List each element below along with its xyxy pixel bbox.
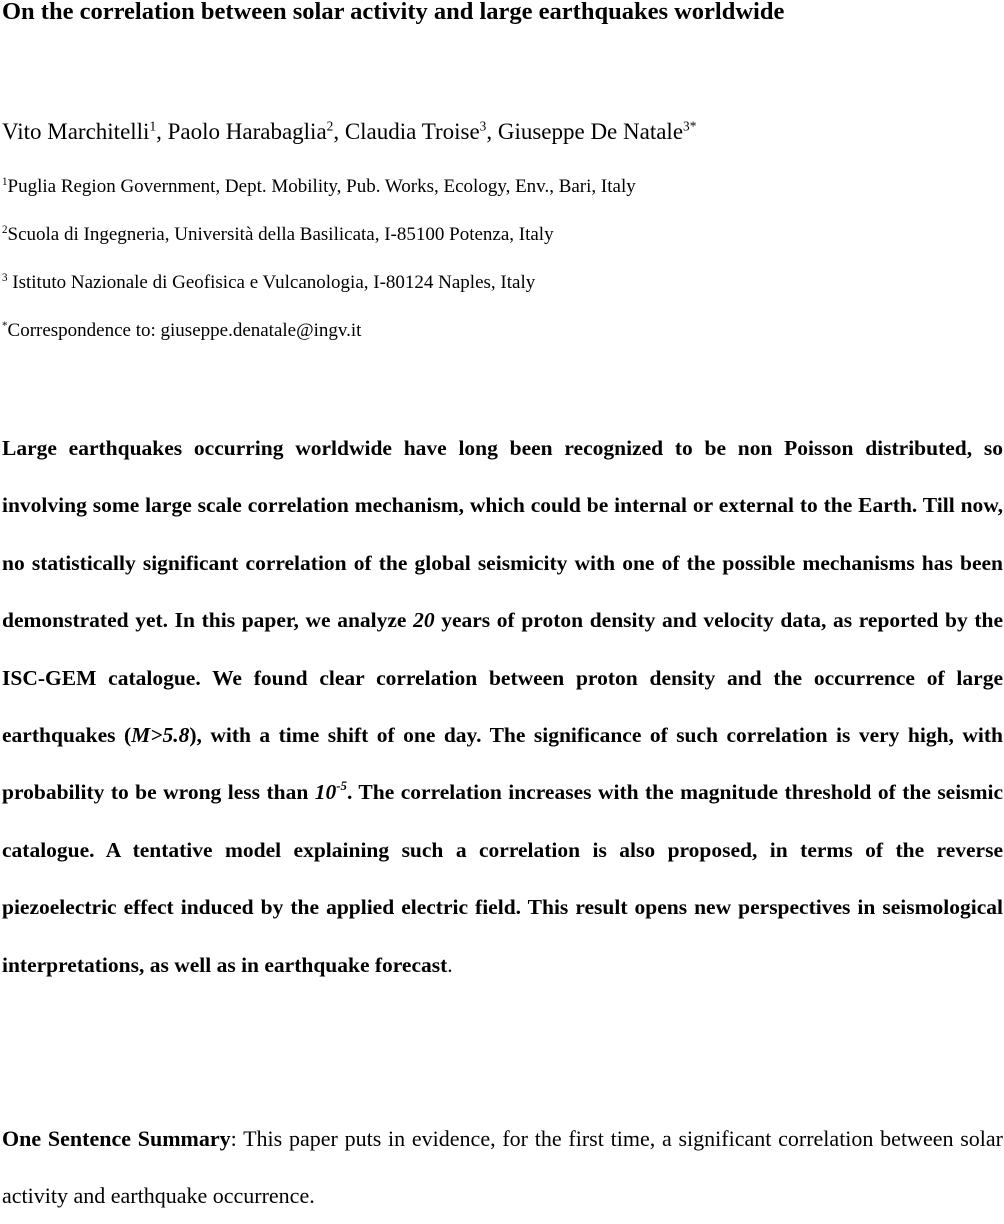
author-affiliation-mark: 3* <box>683 118 697 134</box>
one-sentence-summary <box>2 1110 1003 1224</box>
correspondence-text: Correspondence to: giuseppe.denatale@ingv.it <box>7 320 362 341</box>
affiliation-1 <box>2 174 636 200</box>
affiliation-mark: 1 <box>2 176 8 189</box>
probability-exponent: -5 <box>336 779 347 794</box>
paper-title: On the correlation between solar activity and large earthquakes worldwide <box>2 0 785 25</box>
author-affiliation-mark: 1 <box>149 118 157 134</box>
abstract-text-3: ), with a time shift of one day. The significance of such correlation is very high, with probability to be wrong less than <box>2 723 1003 805</box>
correspondence <box>2 318 361 344</box>
probability-base: 10 <box>314 780 337 805</box>
abstract-text-1: Large earthquakes occurring worldwide have long been recognized to be non Poisson distributed, so involving some large scale correlation mechanism, which could be internal or external to the Earth. Till now, no statistically significant correlation of the global seismicity with one of the possible mechanisms has been demonstrated yet. In this paper, we analyze <box>2 436 1003 633</box>
author-name: Paolo Harabaglia <box>167 119 327 144</box>
years-value: 20 <box>413 608 435 633</box>
affiliation-text: Scuola di Ingegneria, Università della Basilicata, I-85100 Potenza, Italy <box>7 224 554 245</box>
author-separator: , <box>486 119 498 144</box>
affiliation-text: Istituto Nazionale di Geofisica e Vulcanologia, I-80124 Naples, Italy <box>7 272 536 293</box>
affiliation-3 <box>2 270 535 296</box>
author-separator: , <box>156 119 168 144</box>
author-list <box>2 116 696 148</box>
affiliation-mark: 2 <box>2 224 8 237</box>
correspondence-mark: * <box>2 320 8 333</box>
affiliation-2 <box>2 222 554 248</box>
author-affiliation-mark: 2 <box>326 118 334 134</box>
author-separator: , <box>333 119 345 144</box>
author-name: Claudia Troise <box>344 119 480 144</box>
affiliation-text: Puglia Region Government, Dept. Mobility, Pub. Works, Ecology, Env., Bari, Italy <box>7 176 636 197</box>
summary-text: : This paper puts in evidence, for the first time, a significant correlation between solar activity and earthquake occurrence. <box>2 1126 1003 1208</box>
author-name: Giuseppe De Natale <box>497 119 684 144</box>
author-affiliation-mark: 3 <box>479 118 487 134</box>
summary-label: One Sentence Summary <box>2 1126 231 1151</box>
magnitude-threshold: M>5.8 <box>131 723 190 748</box>
affiliation-mark: 3 <box>2 272 8 285</box>
abstract-end: . <box>447 952 453 977</box>
author-name: Vito Marchitelli <box>2 119 150 144</box>
abstract-text-4: . The correlation increases with the magnitude threshold of the seismic catalogue. A tentative model explaining such a correlation is also proposed, in terms of the reverse piezoelectric effect induced by the applied electric field. This result opens new perspectives in seismological interpretations, as well as in earthquake forecast <box>2 780 1003 977</box>
abstract-text-2: years of proton density and velocity data, as reported by the ISC-GEM catalogue. We found clear correlation between proton density and the occurrence of large earthquakes ( <box>2 608 1003 748</box>
abstract <box>2 420 1003 994</box>
